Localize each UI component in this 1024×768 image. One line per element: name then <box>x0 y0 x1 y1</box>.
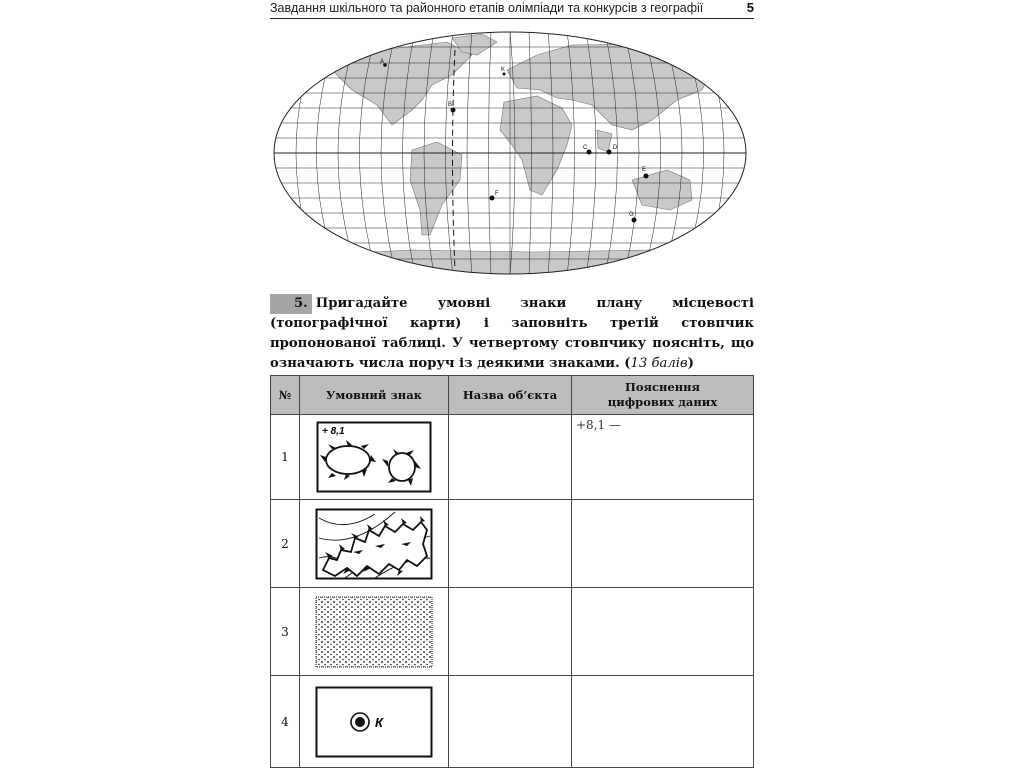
table-row <box>271 676 754 768</box>
column-header: № <box>271 376 300 415</box>
object-name-cell[interactable] <box>449 588 572 676</box>
column-header: Назва об’єкта <box>449 376 572 415</box>
explanation-cell[interactable]: +8,1 — <box>572 415 754 500</box>
symbol-cell <box>300 415 449 500</box>
object-name-cell[interactable] <box>449 500 572 588</box>
object-name-cell[interactable] <box>449 676 572 768</box>
column-header: Умовний знак <box>300 376 449 415</box>
table-row <box>271 588 754 676</box>
explanation-cell[interactable] <box>572 588 754 676</box>
map-point-label: D <box>613 145 618 151</box>
task-points: 13 балів <box>630 356 688 371</box>
sand-symbol <box>315 596 433 668</box>
task-number: 5. <box>270 294 312 314</box>
map-point-label: C <box>583 145 588 151</box>
row-number: 2 <box>271 500 300 588</box>
column-header: Пояснення цифрових даних <box>572 376 754 415</box>
task-statement-tail: ) <box>687 356 694 371</box>
row-number: 1 <box>271 415 300 500</box>
well-symbol <box>315 686 433 758</box>
rocky-terrain-symbol <box>315 508 433 580</box>
running-title: Завдання шкільного та районного етапів олімпіади та конкурсів з географії <box>270 1 704 15</box>
map-point-d <box>607 150 612 155</box>
sign-label: К <box>375 714 383 730</box>
symbol-cell <box>300 588 449 676</box>
map-point-g <box>632 218 637 223</box>
map-point-label: B <box>448 102 453 108</box>
map-point-label: G <box>629 212 634 218</box>
task-text <box>270 294 754 374</box>
explanation-cell[interactable] <box>572 676 754 768</box>
map-point-label: E <box>642 167 647 173</box>
table-header-row <box>271 376 754 415</box>
symbol-cell <box>300 500 449 588</box>
page-header <box>270 0 754 19</box>
map-point-e <box>644 174 649 179</box>
map-point-label: A <box>380 59 385 65</box>
sign-label: + 8,1 <box>322 426 345 437</box>
symbols-table <box>270 375 754 768</box>
row-number: 3 <box>271 588 300 676</box>
table-row <box>271 415 754 500</box>
symbol-cell <box>300 676 449 768</box>
map-point-f <box>490 196 495 201</box>
map-point-label: K <box>501 67 506 73</box>
explanation-cell[interactable] <box>572 500 754 588</box>
table-row <box>271 500 754 588</box>
task-statement: Пригадайте умовні знаки плану місцевості (топографічної карти) і заповніть третій стовпчик пропонованої таблиці. У четвертому стовпчику поясніть, що означають числа поруч із деякими знаками. ( <box>270 296 754 371</box>
row-number: 4 <box>271 676 300 768</box>
map-point-b <box>451 108 456 113</box>
map-point-label: F <box>495 191 499 197</box>
swamp-symbol <box>316 421 432 493</box>
object-name-cell[interactable] <box>449 415 572 500</box>
world-map <box>272 30 748 276</box>
page-number: 5 <box>746 0 754 15</box>
